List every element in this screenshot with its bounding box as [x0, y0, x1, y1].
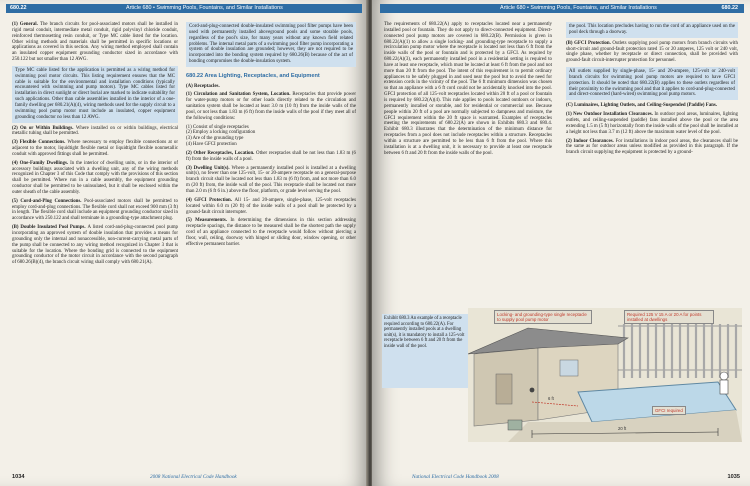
code-paragraph	[12, 140, 178, 158]
paragraph-text: In the interior of dwelling units, or in the interior of accessory buildings associated with a dwelling unit, any of the wiring methods recognized in Chapter 3 of this Code that comply with the provisions of this section shall be permitted. Where run in a cable assembly, the equipment grounding conductor shall be permitted to be uninsulated, but it shall be enclosed within the outer sheath of the cable assembly.	[12, 160, 179, 195]
left-column-1	[12, 22, 178, 269]
commentary-note	[566, 22, 738, 38]
dimension-20ft: 20 ft	[618, 426, 627, 431]
paragraph-lead: (5) Measurements.	[186, 218, 231, 224]
code-paragraph	[566, 139, 738, 157]
commentary-note	[12, 66, 178, 123]
right-column-1	[384, 22, 552, 159]
paragraph-lead: (2) On or Within Buildings.	[12, 125, 76, 131]
condition-list	[186, 125, 356, 148]
left-footer: 2008 National Electrical Code Handbook	[150, 474, 237, 480]
paragraph-lead: (B) Double Insulated Pool Pumps.	[12, 225, 88, 231]
right-footer: National Electrical Code Handbook 2008	[412, 474, 499, 480]
right-page	[372, 0, 750, 486]
code-paragraph	[566, 112, 738, 135]
code-paragraph	[384, 22, 552, 156]
paragraph-text: A listed cord-and-plug-connected pool pump incorporating an approved system of double insulation that provides a means for grounding only the internal and nonaccessible, non-current-carrying metal parts of the pump shall be connected to any wiring method recognized in Chapter 3 that is suitable for the location. Where the bonding grid is connected to the equipment grounding conductor of the motor circuit in accordance with the second paragraph of 680.26(B)(4), the branch circuit wiring shall comply with 680.21(A).	[12, 225, 178, 266]
paragraph-lead: (4) GFCI Protection.	[186, 197, 235, 203]
callout-receptacle: Locking- and grounding-type single receptacle to supply pool pump motor	[494, 310, 592, 324]
paragraph-text: Where installed on or within buildings, electrical metallic tubing shall be permitted.	[12, 125, 179, 137]
paragraph-text: Pool-associated motors shall be permitted to employ cord-and-plug connections. The flexible cord shall not exceed 900 mm (3 ft) in length. The flexible cord shall include an equipment grounding conductor sized in accordance with 250.122 and shall terminate in a grounding-type attachment plug.	[12, 198, 178, 222]
commentary-note	[566, 67, 738, 100]
paragraph-lead: (2) Indoor Clearances.	[566, 138, 616, 144]
code-paragraph	[186, 218, 356, 247]
section-heading: 680.22 Area Lighting, Receptacles, and Equipment	[186, 72, 320, 79]
code-paragraph	[186, 84, 356, 90]
code-paragraph	[12, 22, 178, 63]
paragraph-text: Type MC cable listed for the application is permitted as a wiring method for swimming pool motor circuits. This listing requirement ensures that the MC cable is suitable for the environmental and installation conditions (typically encountered with swimming and pump motors). Type MC cables listed for installation in direct sunlight or direct burial are marked to indicate suitability for such applications. Other than cable assemblies installed in the interior of a one-family dwelling per 680.21(A)(4), wiring methods used for the supply circuit to a swimming pool pump motor must include an insulated, copper equipment grounding conductor no less than 12 AWG.	[15, 67, 175, 120]
paragraph-text: Outlets supplying pool pump motors from branch circuits with short-circuit and ground-fault protection rated 15 or 20 amperes, 125 volt or 240 volt, single phase, whether by receptacle or direct connection, shall be provided with ground-fault circuit-interrupter protection for personnel.	[566, 40, 738, 64]
paragraph-text: the pool. This location precludes having to run the cord of an appliance used on the pool deck through a doorway.	[569, 24, 735, 35]
paragraph-text: Where necessary to employ flexible connections at or adjacent to the motor, liquidtight flexible metal or liquidtight flexible nonmetallic conduit with approved fittings shall be permitted.	[12, 140, 178, 157]
paragraph-text: The branch circuits for pool-associated motors shall be installed in rigid metal conduit, intermediate metal conduit, rigid polyvinyl chloride conduit, reinforced thermosetting resin conduit, or Type MC cable listed for the location. Other wiring methods and materials shall be permitted in specific locations or applications as covered in this section. Any wiring method employed shall contain an insulated copper equipment grounding conductor sized in accordance with 250.122 but not smaller than 12 AWG.	[12, 22, 178, 63]
paragraph-text: All 15- and 20-ampere, single-phase, 125-volt receptacles located within 6.0 m (20 ft) of the inside walls of a pool shall be protected by a ground-fault circuit interrupter.	[186, 197, 356, 215]
exhibit-caption: Exhibit 680.3 An example of a receptacle required according to 680.22(A). For permanently installed pools at a dwelling unit(s), it is mandatory to install a 125-volt receptacle between 6 ft and 20 ft from the inside wall of the pool.	[382, 314, 468, 388]
paragraph-text: Receptacles that provide power for water-pump motors or for other loads directly related to the circulation and sanitation system shall be located at least 3.0 m (10 ft) from the inside walls of the pool, or not less than 1.83 m (6 ft) from the inside walls of the pool if they meet all of the following conditions:	[186, 92, 357, 121]
paragraph-text: All outlets supplied by single-phase, 15- and 20-ampere, 125-volt or 240-volt branch circuits for swimming pool pump motors are required to have GFCI protection. It should be noted that 680.22(B) applies to these outlets regardless of their proximity to the swimming pool and that it applies to cord-and-plug-connected and direct-connected (hard-wired) swimming pool pump motors.	[569, 69, 735, 98]
paragraph-lead: (2) Other Receptacles, Location.	[186, 150, 257, 156]
paragraph-lead: (B) GFCI Protection.	[566, 40, 613, 46]
code-paragraph	[12, 199, 178, 222]
paragraph-text: In determining the dimensions in this section addressing receptacle spacings, the distance to be measured shall be the shortest path the supply cord of an appliance connected to the receptacle would follow without piercing a floor, wall, ceiling, doorway with hinged or sliding door, window opening, or other effective permanent barrier.	[186, 218, 356, 247]
commentary-note: Cord-and-plug-connected double-insulated swimming pool filter pumps have been used with permanently installed aboveground pools and some storable pools, regardless of the pool's size, for many years without any known field related problems. The internal metal parts of a swimming pool filter pump incorporating a system of double insulation are grounded; however, they are not required to be incorporated into the bonding system required by 680.26(B) because of the act of bonding compromises the double-insulation system.	[186, 22, 356, 67]
paragraph-lead: (3) Dwelling Unit(s).	[186, 165, 232, 171]
dimension-6ft: 6 ft	[548, 396, 554, 401]
callout-gfci-required: GFCI required	[652, 406, 686, 415]
code-paragraph	[566, 103, 738, 109]
callout-required-receptacle: Required 125 V 15 A or 20 A for points installed at dwellings	[624, 310, 714, 324]
paragraph-lead: (C) Luminaires, Lighting Outlets, and Ceiling-Suspended (Paddle) Fans.	[566, 103, 718, 109]
left-header-section-number: 680.22	[10, 5, 27, 11]
paragraph-lead: (3) Flexible Connections.	[12, 140, 68, 146]
right-header-section-number: 680.22	[721, 5, 738, 11]
left-page-header	[6, 4, 362, 13]
paragraph-lead: (1) New Outdoor Installation Clearances.	[566, 112, 655, 118]
code-paragraph	[186, 92, 356, 121]
left-header-title: Article 680 • Swimming Pools, Fountains, and Similar Installations	[126, 5, 283, 11]
paragraph-text: (1) Consist of single receptacles (2) Employ a locking configuration (3) Are of the grounding type (4) Have GFCI protection	[186, 124, 256, 148]
exhibit-illustration	[468, 308, 742, 442]
code-paragraph	[186, 151, 356, 163]
paragraph-text: In outdoor pool areas, luminaires, lighting outlets, and ceiling-suspended (paddle) fans installed above the pool or the area extending 1.5 m (5 ft) horizontally from the inside walls of the pool shall be installed at a height not less than 3.7 m (12 ft) above the maximum water level of the pool.	[566, 112, 739, 135]
code-paragraph	[186, 198, 356, 216]
right-page-number: 1035	[727, 474, 740, 480]
left-page	[0, 0, 368, 486]
right-column-2	[566, 22, 738, 159]
paragraph-text: The requirements of 680.22(A) apply to receptacles located near a permanently installed pool or fountain. They do not apply to direct-connected equipment. Direct-connected pool pump motors are covered in 680.22(B). Permission is given in 680.22(A)(1) to allow a single locking- and grounding-type receptacle to supply a recirculation pump motor where the receptacle is located not less than 6 ft from the inside walls of the pool or fountain and is protected by a GFCI. As required by 680.22(A)(3), each permanently installed pool in a residential setting is required to have at least one receptacle, which must be located at least 6 ft from the pool and not more than 20 ft from the pool. The intent of this requirement is to permit ordinary appliances to be safely plugged in and used near the pool but to avoid the need for extension cords in the vicinity of the pool. The 6 ft minimum dimension was chosen so that an appliance with a 6 ft cord could not be accidentally knocked into the pool. GFCI protection of all 125-volt receptacles located within 20 ft of a pool or fountain is required by 680.22(A)(4). This rule applies to pools located outdoors or indoors, permanently installed or storable, and for residential or commercial use. Because people within 20 ft of a pool are normally subjected to dampness and moisture, the GFCI requirement within the 20 ft space is warranted. Examples of receptacles meeting the requirements of 680.22(A) are shown in Exhibits 680.3 and 680.4. Exhibit 680.3 illustrates that the determination of the minimum distance for receptacles from a pool does not include receptacles within a structure. Receptacles within a structure are permitted to be less than 6 ft from the pool. Where this installation is at a dwelling unit, it is necessary to provide at least one receptacle between 6 ft and 20 ft from the inside walls of the pool.	[384, 22, 552, 156]
paragraph-lead: (4) One-Family Dwellings.	[12, 160, 71, 166]
pool-house-drawing	[468, 308, 742, 442]
code-paragraph	[186, 166, 356, 195]
code-paragraph	[12, 126, 178, 138]
paragraph-lead: (1) Circulation and Sanitation System, Location.	[186, 92, 293, 98]
left-column-2	[186, 22, 356, 251]
paragraph-text: Other receptacles shall be not less than 1.83 m (6 ft) from the inside walls of a pool.	[186, 150, 356, 162]
paragraph-lead: (A) Receptacles.	[186, 83, 220, 89]
right-page-header	[380, 4, 744, 13]
code-paragraph	[12, 225, 178, 266]
paragraph-lead: (1) General.	[12, 22, 40, 27]
paragraph-text: Where a permanently installed pool is installed at a dwelling unit(s), no fewer than one 125-volt, 15- or 20-ampere receptacle on a general-purpose branch circuit shall be located not less than 1.83 m (6 ft) from, and not more than 6.0 m (20 ft) from, the inside wall of the pool. This receptacle shall be located not more than 2.0 m (6 ft 6 in.) above the floor, platform, or grade level serving the pool.	[186, 165, 356, 194]
paragraph-text: For installations in indoor pool areas, the clearances shall be the same as for outdoor areas unless modified as provided in this paragraph. If the branch circuit supplying the equipment is protected by a ground-	[566, 138, 739, 156]
right-header-title: Article 680 • Swimming Pools, Fountains, and Similar Installations	[500, 5, 657, 11]
left-page-number: 1034	[12, 474, 25, 480]
paragraph-lead: (5) Cord-and-Plug Connections.	[12, 198, 85, 204]
code-paragraph	[566, 41, 738, 64]
code-paragraph	[12, 161, 178, 196]
